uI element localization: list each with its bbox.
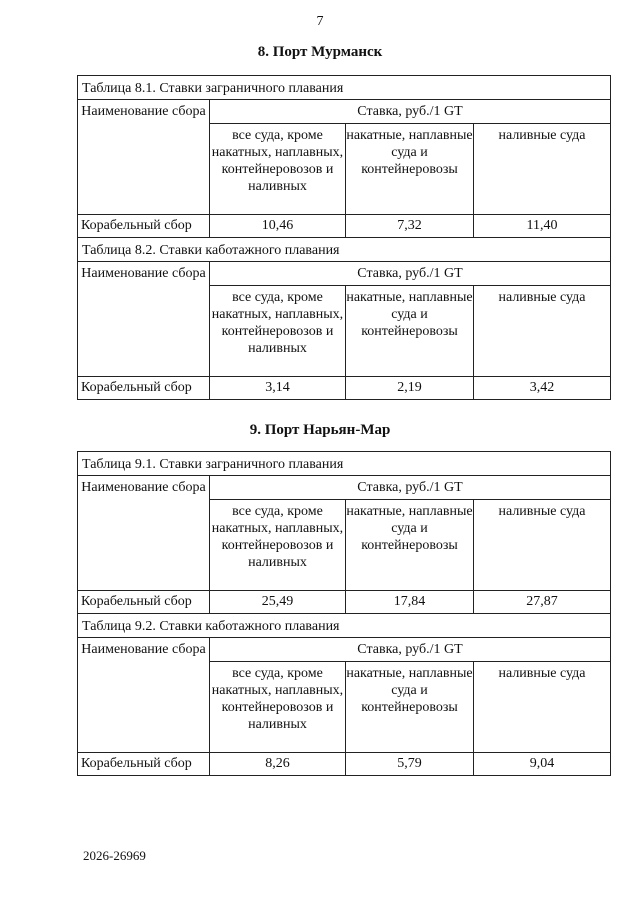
rates-table-murmansk bbox=[77, 75, 611, 400]
rate-value: 25,49 bbox=[210, 591, 346, 614]
fee-name-header: Наименование сбора bbox=[78, 638, 210, 753]
row-label: Корабельный сбор bbox=[78, 591, 210, 614]
column-header-general-vessels: все суда, кроме накатных, наплавных, контейнеровозов и наливных bbox=[210, 124, 346, 215]
rate-value: 3,42 bbox=[474, 377, 611, 400]
rate-value: 17,84 bbox=[346, 591, 474, 614]
table-caption: Таблица 9.1. Ставки заграничного плавания bbox=[78, 452, 611, 476]
section-title-murmansk: 8. Порт Мурманск bbox=[257, 44, 383, 60]
column-header-roro-container: накатные, наплавные суда и контейнеровозы bbox=[346, 500, 474, 591]
table-caption: Таблица 8.2. Ставки каботажного плавания bbox=[78, 238, 611, 262]
rate-header: Ставка, руб./1 GT bbox=[210, 100, 611, 124]
fee-name-header: Наименование сбора bbox=[78, 100, 210, 215]
column-header-tankers: наливные суда bbox=[474, 662, 611, 753]
table-caption: Таблица 9.2. Ставки каботажного плавания bbox=[78, 614, 611, 638]
column-header-roro-container: накатные, наплавные суда и контейнеровозы bbox=[346, 286, 474, 377]
rates-table-naryan-mar bbox=[77, 451, 611, 776]
rate-value: 3,14 bbox=[210, 377, 346, 400]
table-row bbox=[78, 591, 611, 614]
fee-name-header: Наименование сбора bbox=[78, 262, 210, 377]
row-label: Корабельный сбор bbox=[78, 753, 210, 776]
column-header-tankers: наливные суда bbox=[474, 124, 611, 215]
table-row bbox=[78, 753, 611, 776]
rate-header: Ставка, руб./1 GT bbox=[210, 476, 611, 500]
column-header-general-vessels: все суда, кроме накатных, наплавных, контейнеровозов и наливных bbox=[210, 286, 346, 377]
row-label: Корабельный сбор bbox=[78, 377, 210, 400]
document-code: 2026-26969 bbox=[83, 848, 146, 863]
rate-value: 2,19 bbox=[346, 377, 474, 400]
section-title-naryan-mar: 9. Порт Нарьян-Мар bbox=[249, 422, 391, 438]
column-header-tankers: наливные суда bbox=[474, 500, 611, 591]
rate-value: 11,40 bbox=[474, 215, 611, 238]
rate-value: 27,87 bbox=[474, 591, 611, 614]
table-caption: Таблица 8.1. Ставки заграничного плавания bbox=[78, 76, 611, 100]
column-header-roro-container: накатные, наплавные суда и контейнеровозы bbox=[346, 662, 474, 753]
rate-value: 10,46 bbox=[210, 215, 346, 238]
column-header-general-vessels: все суда, кроме накатных, наплавных, контейнеровозов и наливных bbox=[210, 500, 346, 591]
rate-value: 5,79 bbox=[346, 753, 474, 776]
column-header-general-vessels: все суда, кроме накатных, наплавных, контейнеровозов и наливных bbox=[210, 662, 346, 753]
rate-header: Ставка, руб./1 GT bbox=[210, 262, 611, 286]
column-header-tankers: наливные суда bbox=[474, 286, 611, 377]
table-row bbox=[78, 215, 611, 238]
rate-value: 9,04 bbox=[474, 753, 611, 776]
fee-name-header: Наименование сбора bbox=[78, 476, 210, 591]
rate-value: 8,26 bbox=[210, 753, 346, 776]
table-row bbox=[78, 377, 611, 400]
row-label: Корабельный сбор bbox=[78, 215, 210, 238]
page-number: 7 bbox=[316, 14, 324, 29]
rate-value: 7,32 bbox=[346, 215, 474, 238]
rate-header: Ставка, руб./1 GT bbox=[210, 638, 611, 662]
column-header-roro-container: накатные, наплавные суда и контейнеровозы bbox=[346, 124, 474, 215]
